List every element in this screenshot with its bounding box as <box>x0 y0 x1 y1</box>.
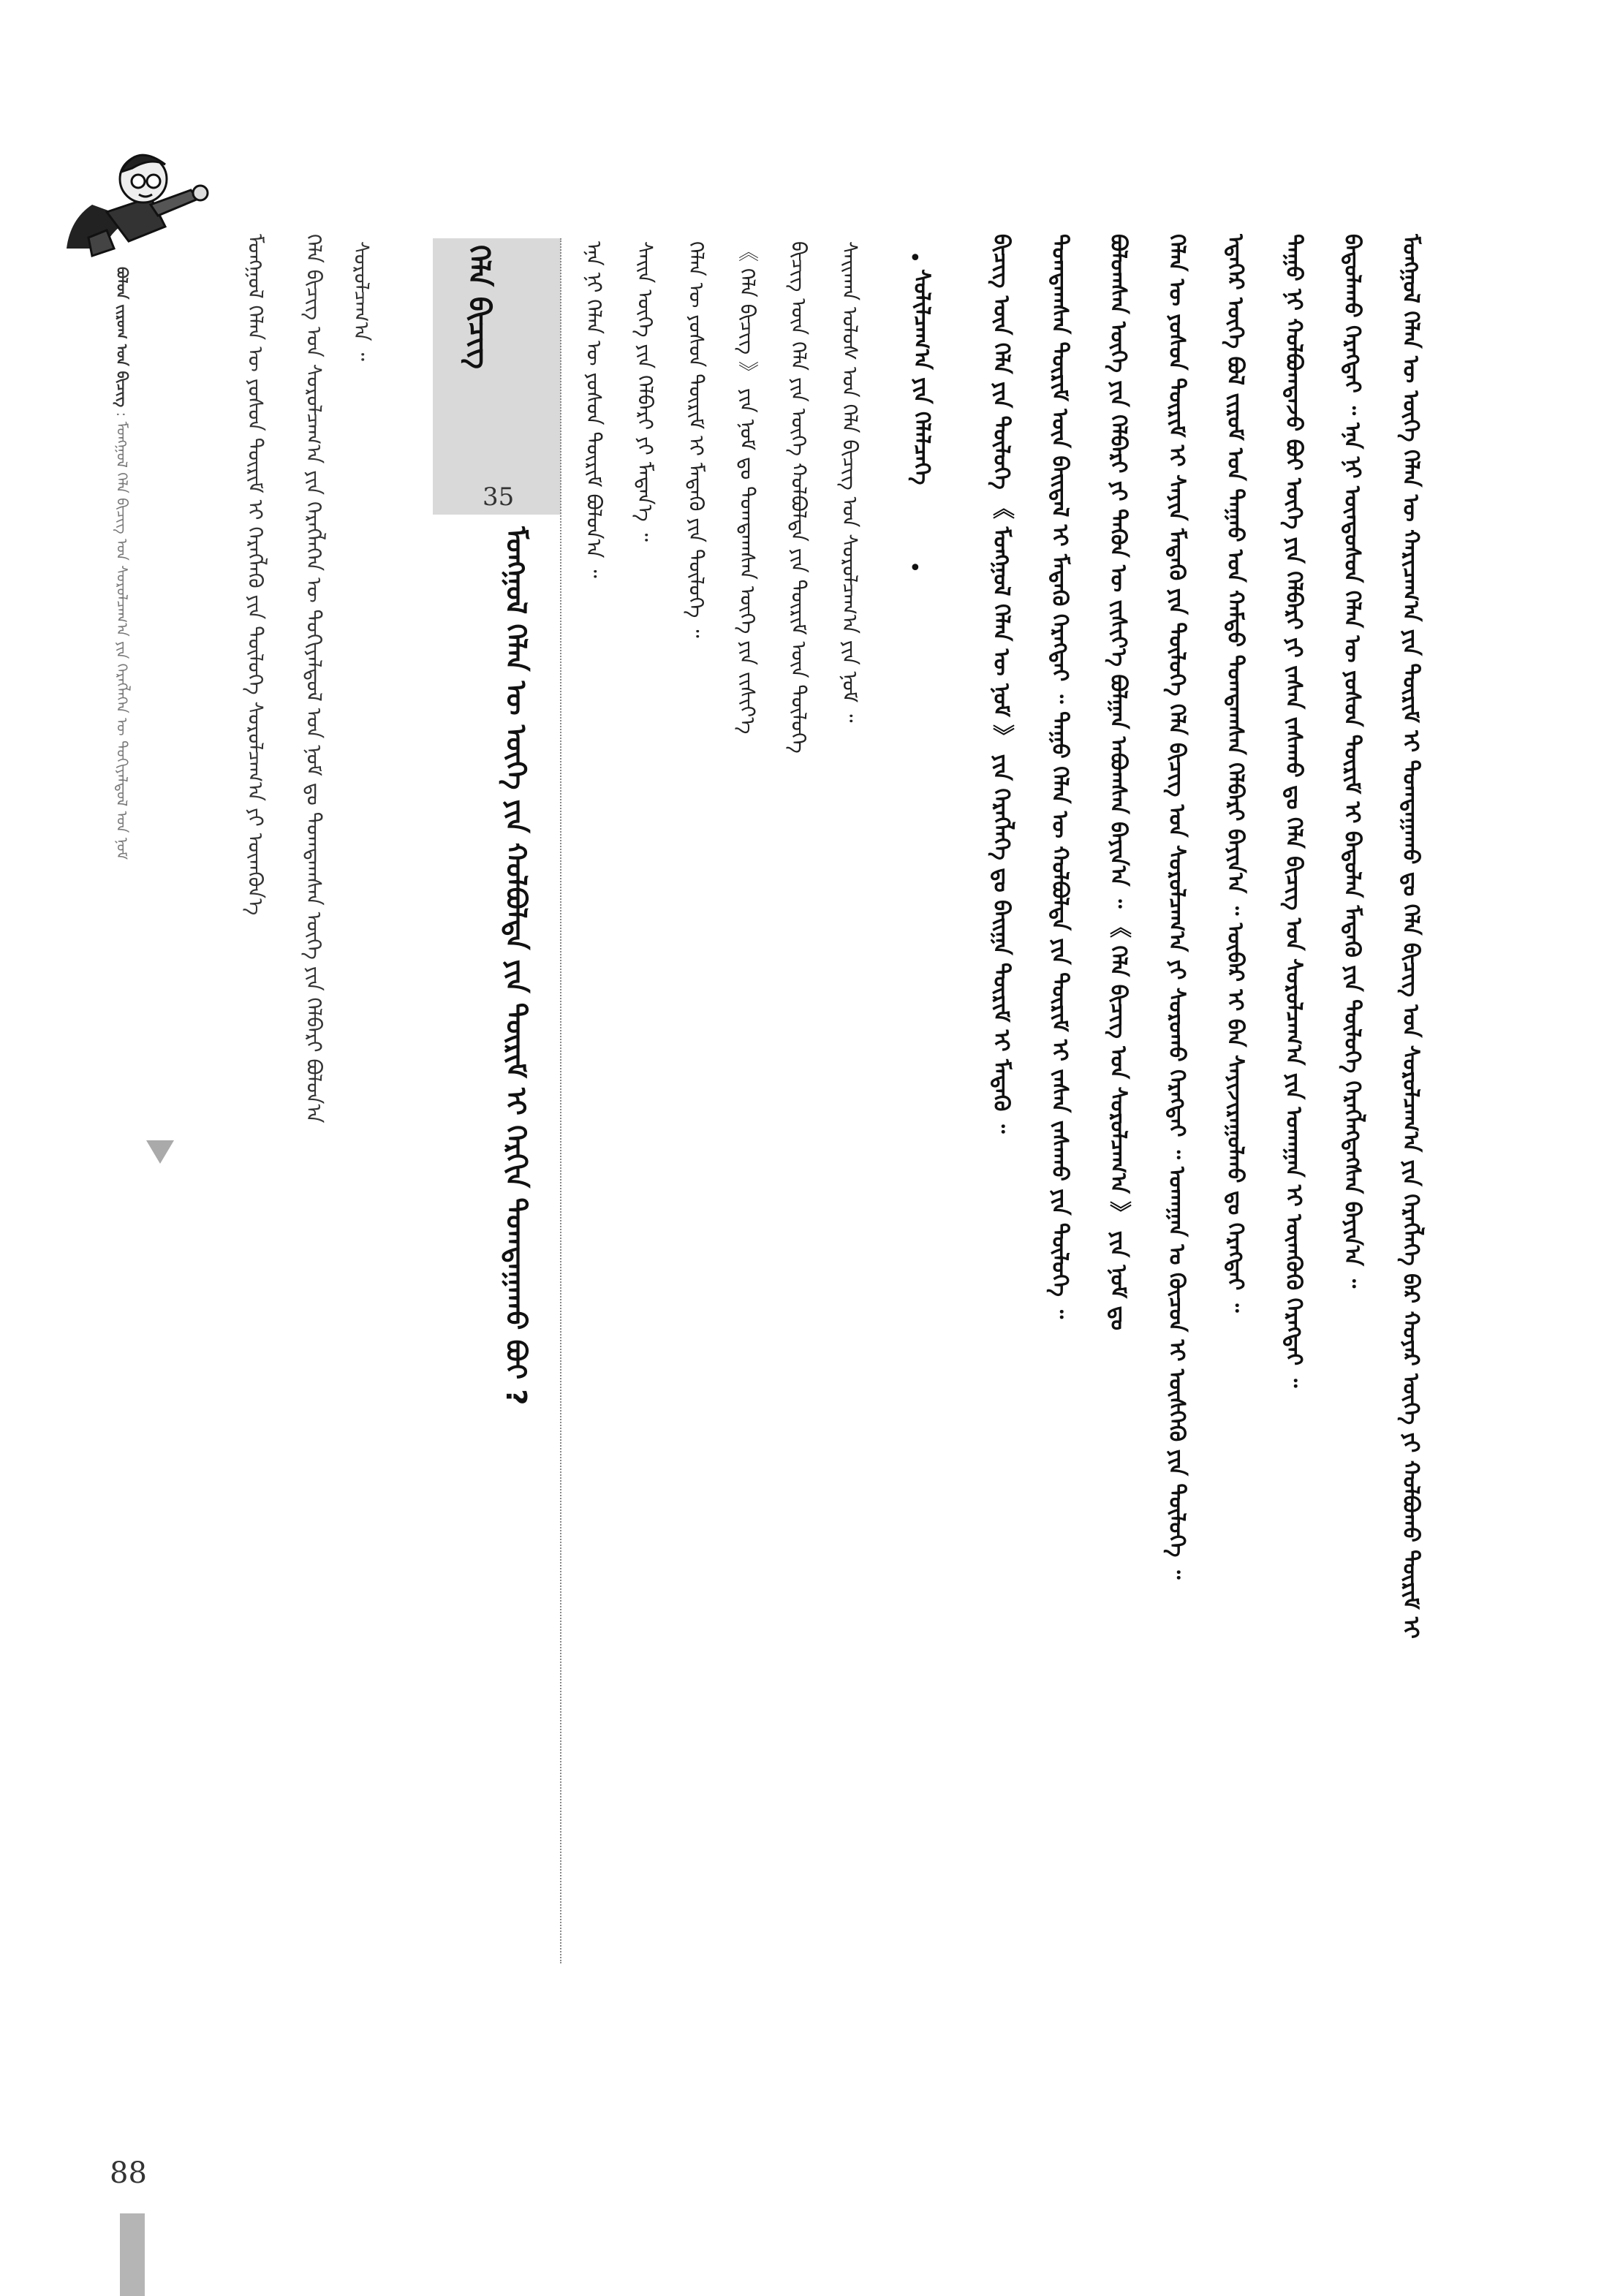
verse-column-2: ᠰᠠᠢᠨ ᠦᠭᠡ ᠶᠢᠨ ᠬᠡᠯᠪᠡᠷᠢ ᠶᠢ ᠮᠡᠳᠡᠨ᠎ᠡ ᠃ <box>633 241 657 542</box>
running-head: ᠪᠣᠯᠤᠨ ᠵᠢᠷᠤᠭ ᠤᠨ ᠪᠢᠴᠢᠭ᠌ : ᠮᠣᠩᠭᠣᠯ ᠬᠡᠯᠡ ᠪᠢᠴᠢᠭ ᠤᠨ ᠰᠤᠷᠤᠯᠴᠠᠭ᠎ᠠ ᠶᠢᠨ ᠬᠡᠷᠡᠭᠯᠡᠭᠡᠨ ᠦ ᠲᠣᠬᠢᠶᠠᠯᠳᠤᠯ ᠤᠨ ᠨᠣᠮ <box>113 267 131 860</box>
verse-column-1: ᠡᠨᠡ ᠨᠢ ᠬᠡᠯᠡᠨ ᠦ ᠶᠣᠰᠣᠨ ᠳᠦᠷᠢᠮ ᠪᠣᠯᠤᠨ᠎ᠠ ᠃ <box>582 241 606 578</box>
body-column-6: ᠳᠠᠭᠤ ᠨᠢ ᠬᠣᠯᠪᠣᠭᠳᠠᠵᠤ ᠪᠤᠢ ᠦᠭᠡ ᠶᠢᠨ ᠬᠡᠯᠪᠡᠷᠢ ᠶᠢ ᠵᠠᠰᠠᠨ ᠵᠠᠰᠠᠬᠤ ᠳᠤ ᠬᠡᠯᠡ ᠪᠢᠴᠢᠭ ᠤᠨ ᠰᠤᠷᠤᠯᠴᠠᠭ᠎ᠠ ᠶᠢᠨ ᠤᠬᠠᠭᠠᠨ ᠢ ᠥᠭ᠍ᠭᠦᠬᠦ ᠬᠡᠷᠡᠭᠲᠡᠢ ᠃ <box>1281 234 1306 1388</box>
note-column-3: ᠰᠤᠷᠤᠯᠴᠠᠭ᠎ᠠ ᠃ <box>349 241 374 361</box>
running-head-label: ᠪᠣᠯᠤᠨ ᠵᠢᠷᠤᠭ ᠤᠨ ᠪᠢᠴᠢᠭ᠌ <box>113 267 131 408</box>
verse-column-5: ᠪᠢᠴᠢᠭ᠌ ᠦᠨ ᠬᠡᠯᠡ ᠶᠢᠨ ᠦᠭᠡ ᠬᠣᠯᠪᠣᠯᠲᠠ ᠶᠢᠨ ᠳᠦᠷᠢᠮ ᠦᠨ ᠲᠥᠯᠦᠭᠡ <box>787 241 811 754</box>
bullet-heading: ᠰᠣᠯᠢᠯᠴᠠᠭ᠎ᠠ ᠶᠢᠨ ᠬᠡᠯᠡᠯᠴᠡᠭᠡ <box>909 269 934 485</box>
body-column-7: ᠪᠠᠳᠤᠯᠠᠬᠤ ᠬᠡᠷᠡᠭᠲᠡᠢ ᠃ ᠡᠨᠡ ᠨᠢ ᠦᠨᠳᠦᠰᠦᠨ ᠬᠡᠯᠡᠨ ᠦ ᠶᠣᠰᠣᠨ ᠳᠦᠷᠢᠮ ᠢ ᠪᠠᠲᠤᠯᠠᠨ ᠮᠡᠳᠡᠬᠦ ᠶᠢᠨ ᠲᠥᠯᠦᠭᠡ ᠬᠡᠷᠡᠭᠯᠡᠭᠳᠡᠭᠰᠡᠨ ᠪᠠᠶᠢᠨ᠎ᠠ ᠃ <box>1339 234 1365 1289</box>
triangle-down-marker-icon <box>146 1140 174 1164</box>
section-divider <box>560 238 561 1963</box>
verse-column-4: 《 ᠬᠡᠯᠡ ᠪᠢᠴᠢᠭ 》 ᠶᠢᠨ ᠨᠣᠮ ᠳᠤ ᠲᠣᠭᠲᠠᠭᠰᠠᠨ ᠦᠭᠡ ᠶᠢᠨ ᠵᠢᠱᠢᠶ᠎ᠡ <box>735 241 760 735</box>
body-column-5: ᠡᠳᠡᠭᠡᠷ ᠦᠭᠡ ᠪᠣᠯ ᠵᠢᠷᠤᠮ ᠤᠨ ᠳᠠᠭᠠᠤ ᠤᠨ ᠬᠠᠮᠲᠤ ᠲᠣᠭᠲᠠᠭᠰᠠᠨ ᠬᠡᠯᠪᠡᠷᠢ ᠪᠠᠶᠢᠨ᠎ᠠ ᠃ ᠥᠪᠡᠷ ᠢ ᠪᠡᠨ ᠰᠠᠶᠢᠵᠢᠷᠠᠭᠤᠯᠬᠤ ᠳᠤ ᠬᠡᠷᠡᠭᠲᠡᠢ ᠃ <box>1222 234 1248 1313</box>
note-column-1: ᠮᠣᠩᠭᠣᠯ ᠬᠡᠯᠡᠨ ᠦ ᠶᠣᠰᠣᠨ ᠳᠦᠷᠢᠮ ᠢ ᠬᠡᠷᠡᠭᠯᠡᠬᠦ ᠶᠢᠨ ᠲᠥᠯᠦᠭᠡ ᠰᠤᠷᠤᠯᠴᠠᠭ᠎ᠠ ᠶᠢ ᠥᠭ᠍ᠭᠦᠨ᠎ᠡ <box>243 234 268 916</box>
running-head-title: ᠮᠣᠩᠭᠣᠯ ᠬᠡᠯᠡ ᠪᠢᠴᠢᠭ ᠤᠨ ᠰᠤᠷᠤᠯᠴᠠᠭ᠎ᠠ ᠶᠢᠨ ᠬᠡᠷᠡᠭᠯᠡᠭᠡᠨ ᠦ ᠲᠣᠬᠢᠶᠠᠯᠳᠤᠯ ᠤᠨ ᠨᠣᠮ <box>113 421 131 860</box>
body-column-2: ᠲᠣᠭᠲᠠᠭᠰᠠᠨ ᠳᠦᠷᠢᠮ ᠦᠨ ᠪᠠᠢᠳᠠᠯ ᠢ ᠮᠡᠳᠡᠬᠦ ᠬᠡᠷᠡᠭᠲᠡᠢ ᠃ ᠳᠠᠭᠤ ᠬᠡᠯᠡᠨ ᠦ ᠬᠣᠯᠪᠣᠯᠲᠠ ᠶᠢᠨ ᠳᠦᠷᠢᠮ ᠢ ᠵᠠᠰᠠᠨ ᠵᠠᠰᠠᠬᠤ ᠶᠢᠨ ᠲᠥᠯᠦᠭᠡ ᠃ <box>1047 234 1072 1319</box>
section-label: ᠬᠡᠯᠡ ᠪᠢᠴᠢᠭ <box>462 245 496 369</box>
bullet-dot-top: • <box>909 246 922 271</box>
note-column-2: ᠬᠡᠯᠡ ᠪᠢᠴᠢᠭ ᠤᠨ ᠰᠤᠷᠤᠯᠴᠠᠭ᠎ᠠ ᠶᠢᠨ ᠬᠡᠷᠡᠭᠯᠡᠭᠡᠨ ᠦ ᠲᠣᠬᠢᠶᠠᠯᠳᠤᠯ ᠤᠨ ᠨᠣᠮ ᠳᠤ ᠲᠣᠭᠲᠠᠭᠰᠠᠨ ᠦᠭᠡ ᠶᠢᠨ ᠬᠡᠯᠪᠡᠷᠢ ᠪᠣᠯᠤᠨ᠎ᠠ <box>302 234 326 1124</box>
body-column-1: ᠪᠢᠴᠢᠭ᠌ ᠦᠨ ᠬᠡᠯᠡ ᠶᠢᠨ ᠲᠥᠯᠦᠭᠡ 《 ᠮᠣᠩᠭᠣᠯ ᠬᠡᠯᠡᠨ ᠦ ᠨᠣᠮ 》 ᠶᠢᠨ ᠬᠡᠷᠡᠭᠯᠡᠭᠡ ᠳᠤ ᠪᠠᠢᠭᠠ ᠳᠦᠷᠢᠮ ᠢ ᠮᠡᠳᠡᠬᠦ ᠃ <box>988 234 1014 1134</box>
body-column-8: ᠮᠣᠩᠭᠣᠯ ᠬᠡᠯᠡᠨ ᠦ ᠦᠭᠡ ᠬᠡᠯᠡᠨ ᠦ ᠬᠠᠷᠢᠴᠠᠭ᠎ᠠ ᠶᠢᠨ ᠳᠦᠷᠢᠮ ᠢ ᠲᠣᠭᠲᠠᠭᠠᠬᠤ ᠳᠤ ᠬᠡᠯᠡ ᠪᠢᠴᠢᠭ ᠤᠨ ᠰᠤᠷᠤᠯᠴᠠᠭ᠎ᠠ ᠶᠢᠨ ᠬᠡᠷᠡᠭᠯᠡᠭᠡ ᠪᠡᠷ ᠬᠣᠶᠠᠷ ᠦᠭᠡ ᠶᠢ ᠬᠣᠯᠪᠣᠬᠤ ᠳᠦᠷᠢᠮ ᠢ <box>1398 234 1423 1639</box>
body-column-4: ᠬᠡᠯᠡᠨ ᠦ ᠶᠣᠰᠣᠨ ᠳᠦᠷᠢᠮ ᠢ ᠰᠠᠶᠢᠨ ᠮᠡᠳᠡᠬᠦ ᠶᠢᠨ ᠲᠥᠯᠦᠭᠡ ᠬᠡᠯᠡ ᠪᠢᠴᠢᠭ ᠤᠨ ᠰᠤᠷᠤᠯᠴᠠᠭ᠎ᠠ ᠶᠢ ᠰᠤᠷᠤᠬᠤ ᠬᠡᠷᠡᠭᠲᠡᠢ ᠃ ᠤᠬᠠᠭᠠᠨ ᠤ ᠬᠦᠴᠦᠨ ᠢ ᠥᠰᠬᠡᠬᠦ ᠶᠢᠨ ᠲᠥᠯᠦᠭᠡ ᠃ <box>1164 234 1189 1580</box>
page-tab-marker <box>120 2213 145 2296</box>
verse-column-6: ᠰᠠᠢᠬᠠᠨ ᠤᠯᠤᠰ ᠤᠨ ᠬᠡᠯᠡ ᠪᠢᠴᠢᠭ ᠤᠨ ᠰᠤᠷᠤᠯᠴᠠᠭ᠎ᠠ ᠶᠢᠨ ᠨᠣᠮ ᠃ <box>838 241 862 723</box>
section-number: 35 <box>483 482 515 512</box>
section-title: ᠮᠣᠩᠭᠣᠯ ᠬᠡᠯᠡᠨ ᠦ ᠦᠭᠡ ᠶᠢᠨ ᠬᠣᠯᠪᠣᠯᠲᠠ ᠶᠢᠨ ᠳᠦᠷᠢᠮ ᠢ ᠬᠡᠷᠬᠢᠨ ᠲᠣᠭᠲᠠᠭᠠᠬᠤ ᠪᠤᠢ ? <box>500 526 532 1406</box>
page-number: 88 <box>110 2156 147 2190</box>
body-column-3: ᠪᠣᠯᠣᠭᠰᠠᠨ ᠦᠭᠡ ᠶᠢᠨ ᠬᠡᠯᠪᠡᠷᠢ ᠶᠢ ᠲᠡᠭᠦᠨ ᠦ ᠵᠢᠱᠢᠶ᠎ᠡ ᠪᠣᠯᠭᠠᠨ ᠠᠪᠤᠭᠰᠠᠨ ᠪᠠᠶᠢᠨ᠎ᠠ ᠃ 《 ᠬᠡᠯᠡ ᠪᠢᠴᠢᠭ ᠤᠨ ᠰᠤᠷᠤᠯᠴᠠᠭ᠎ᠠ 》 ᠶᠢᠨ ᠨᠣᠮ ᠳᠤ <box>1105 234 1131 1330</box>
mascot-icon <box>63 139 216 273</box>
verse-column-3: ᠬᠡᠯᠡᠨ ᠦ ᠶᠣᠰᠣᠨ ᠳᠦᠷᠢᠮ ᠢ ᠮᠡᠳᠡᠬᠦ ᠶᠢᠨ ᠲᠥᠯᠦᠭᠡ ᠃ <box>684 241 708 638</box>
bullet-dot-bottom: • <box>909 556 922 581</box>
